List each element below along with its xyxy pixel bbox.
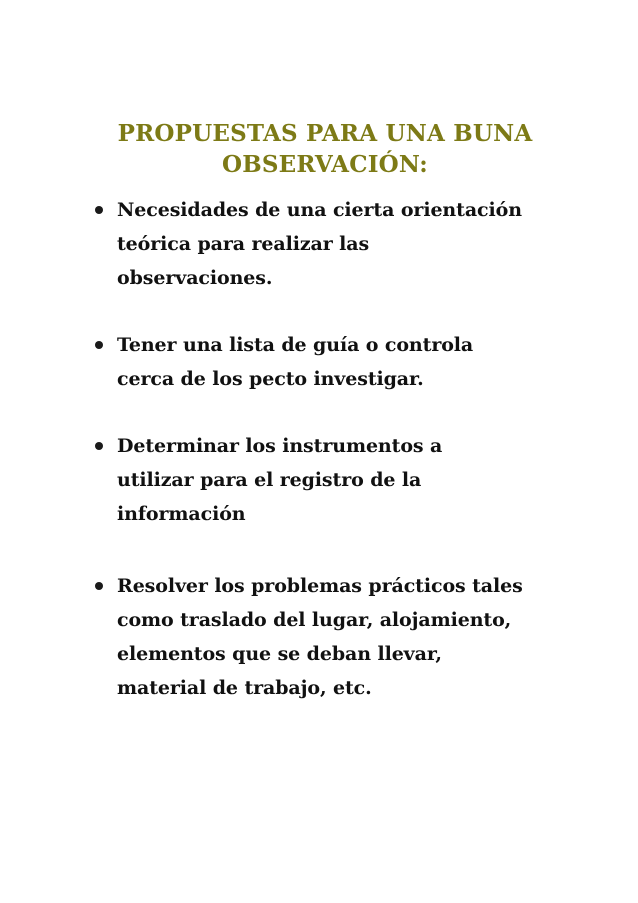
- title-line-2: OBSERVACIÓN:: [221, 151, 428, 178]
- title-line-1: PROPUESTAS PARA UNA BUNA: [117, 120, 533, 147]
- list-item-text: elementos que se deban llevar,: [117, 643, 442, 665]
- list-item-text: utilizar para el registro de la: [117, 469, 422, 491]
- list-item: [92, 193, 572, 295]
- bullet-icon: [95, 442, 103, 450]
- list-item-text: cerca de los pecto investigar.: [117, 368, 424, 390]
- bullet-icon: [95, 341, 103, 349]
- bullet-icon: [95, 206, 103, 214]
- list-item-text: Tener una lista de guía o controla: [117, 334, 474, 356]
- list-item-text: información: [117, 503, 246, 525]
- list-item-text: Resolver los problemas prácticos tales: [117, 575, 523, 597]
- proposal-list: [92, 193, 572, 705]
- list-item-text: Necesidades de una cierta orientación: [117, 199, 522, 221]
- list-item-text: material de trabajo, etc.: [117, 677, 372, 699]
- page-title: [90, 118, 560, 180]
- list-item-text: teórica para realizar las: [117, 233, 370, 255]
- list-item: [92, 328, 572, 396]
- list-item-text: observaciones.: [117, 267, 273, 289]
- list-item-text: como traslado del lugar, alojamiento,: [117, 609, 512, 631]
- list-item-text: Determinar los instrumentos a: [117, 435, 443, 457]
- bullet-icon: [95, 582, 103, 590]
- list-item: [92, 429, 572, 531]
- list-item: [92, 569, 572, 705]
